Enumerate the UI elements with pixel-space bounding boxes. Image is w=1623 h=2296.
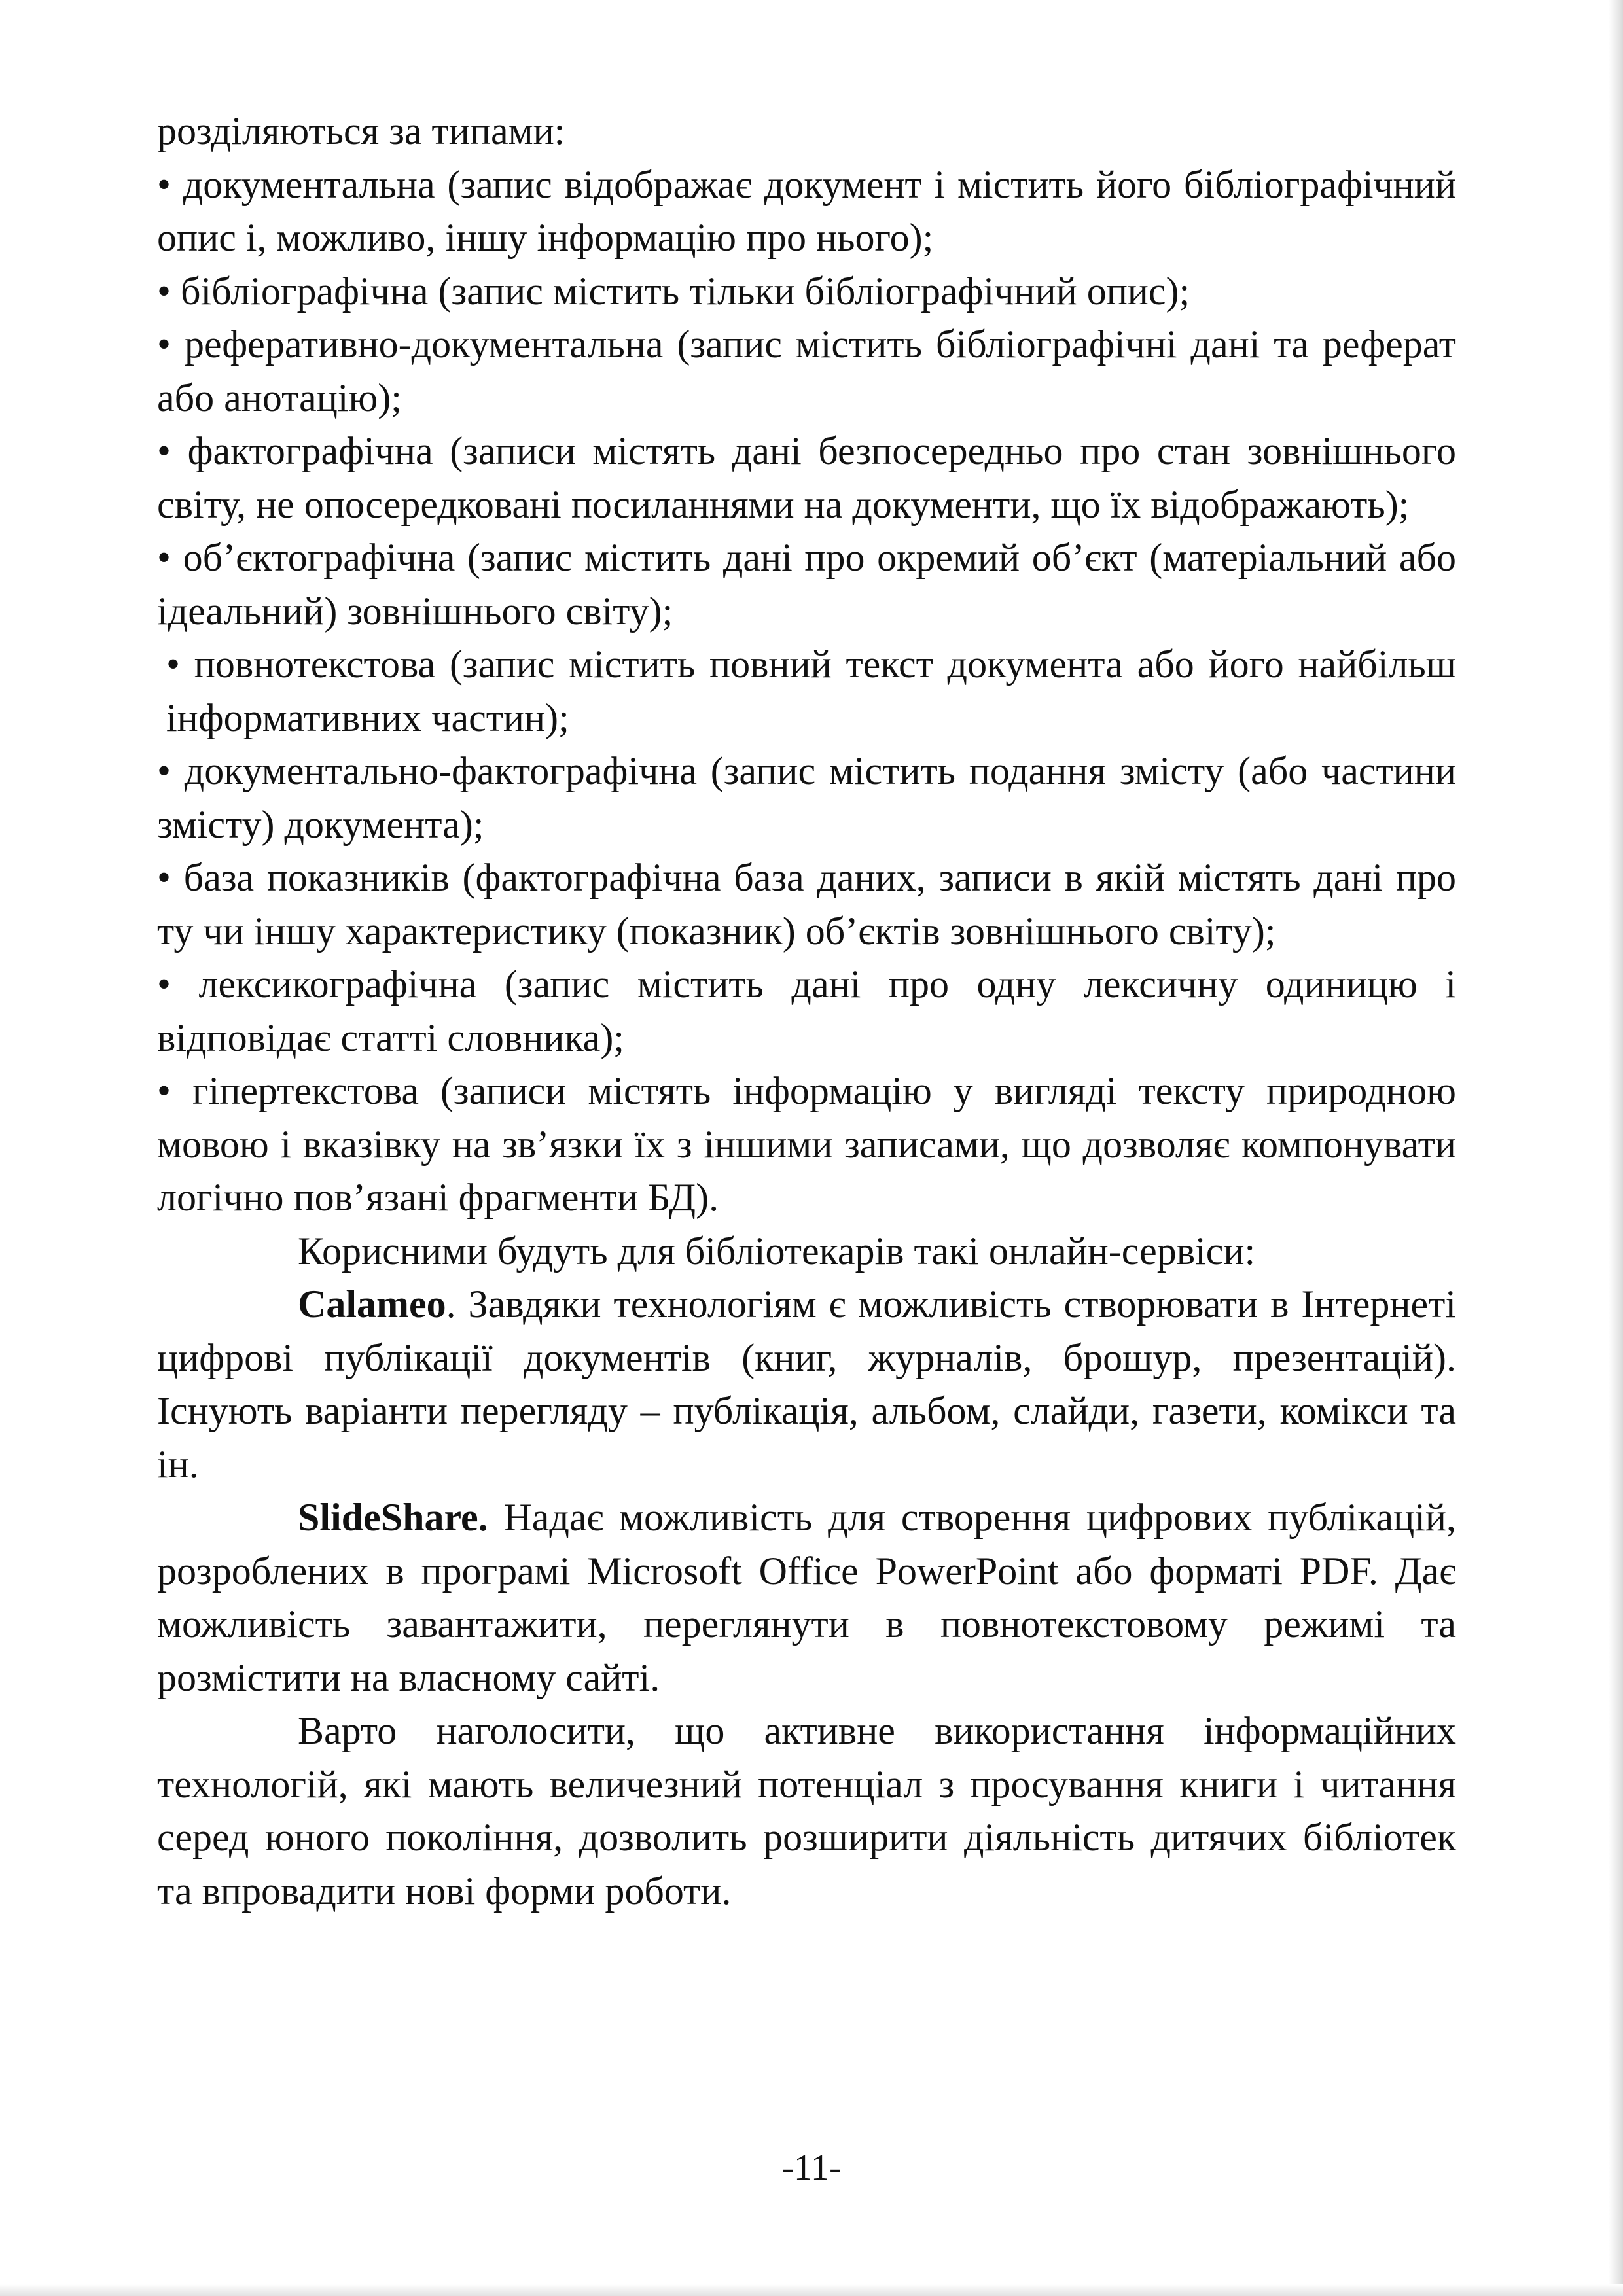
list-item: • документально-фактографічна (запис містить подання змісту (або частини змісту) документа); [157,749,1456,846]
page-edge-shadow [1609,0,1623,2296]
slideshare-term: SlideShare. [298,1496,488,1539]
services-intro: Корисними будуть для бібліотекарів такі онлайн-сервіси: [298,1229,1256,1273]
conclusion-paragraph: Варто наголосити, що активне використання інформаційних технологій, які мають величезний потенціал з просування книги і читання серед юного покоління, дозволить розширити діяльність дитячих бібліотек та впровадити нові форми роботи. [157,1709,1456,1913]
list-item: • об’єктографічна (запис містить дані про окремий об’єкт (матеріальний або ідеальний) зовнішнього світу); [157,536,1456,633]
page-bottom-shadow [0,2284,1623,2296]
list-item: • документальна (запис відображає документ і містить його бібліографічний опис і, можливо, іншу інформацію про нього); [157,162,1456,259]
list-item: • лексикографічна (запис містить дані про одну лексичну одиницю і відповідає статті словника); [157,963,1456,1059]
calameo-paragraph [157,1278,1456,1491]
list-item: • реферативно-документальна (запис містить бібліографічні дані та реферат або анотацію); [157,323,1456,419]
calameo-text: . Завдяки технологіям є можливість створювати в Інтернеті цифрові публікації документів (книг, журналів, брошур, презентацій). Існують варіанти перегляду – публікація, альбом, слайди, газети, комікси та ін. [157,1282,1456,1486]
list-item: • гіпертекстова (записи містять інформацію у вигляді тексту природною мовою і вказівку на зв’язки їх з іншими записами, що дозволяє компонувати логічно пов’язані фрагменти БД). [157,1069,1456,1219]
list-item: • повнотекстова (запис містить повний текст документа або його найбільш інформативних частин); [166,643,1456,739]
calameo-term: Calameo [298,1282,446,1326]
slideshare-text: Надає можливість для створення цифрових публікацій, розроблених в програмі Microsoft Office PowerPoint або форматі PDF. Дає можливість завантажити, переглянути в повнотекстовому режимі та розмістити на власному сайті. [157,1496,1456,1699]
page-number: -11- [781,2147,842,2188]
page-body [157,105,1456,1918]
list-item: • база показників (фактографічна база даних, записи в якій містять дані про ту чи іншу характеристику (показник) об’єктів зовнішнього світу); [157,856,1456,953]
list-item: • бібліографічна (запис містить тільки бібліографічний опис); [157,269,1190,313]
intro-line: розділяються за типами: [157,109,565,152]
list-item: • фактографічна (записи містять дані безпосередньо про стан зовнішнього світу, не опосередковані посиланнями на документи, що їх відображають); [157,429,1456,526]
slideshare-paragraph [157,1491,1456,1704]
